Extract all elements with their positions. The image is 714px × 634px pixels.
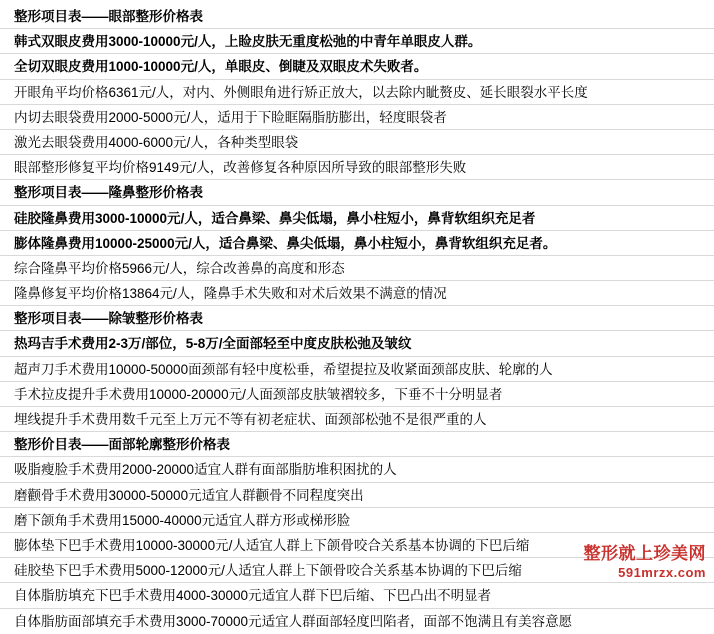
- document-line: 综合隆鼻平均价格5966元/人，综合改善鼻的高度和形态: [0, 256, 714, 281]
- document-line: 眼部整形修复平均价格9149元/人，改善修复各种原因所导致的眼部整形失败: [0, 155, 714, 180]
- document-line: 自体脂肪填充下巴手术费用4000-30000元适宜人群下巴后缩、下巴凸出不明显者: [0, 583, 714, 608]
- document-line: 热玛吉手术费用2-3万/部位，5-8万/全面部轻至中度皮肤松弛及皱纹: [0, 331, 714, 356]
- document-line: 吸脂瘦脸手术费用2000-20000适宜人群有面部脂肪堆积困扰的人: [0, 457, 714, 482]
- document-line: 韩式双眼皮费用3000-10000元/人，上睑皮肤无重度松弛的中青年单眼皮人群。: [0, 29, 714, 54]
- document-line: 整形项目表——眼部整形价格表: [0, 4, 714, 29]
- watermark-main-text: 整形就上珍美网: [583, 544, 706, 563]
- watermark-sub-text: 591mrzx.com: [618, 565, 706, 580]
- document-line: 内切去眼袋费用2000-5000元/人，适用于下睑眶隔脂肪膨出，轻度眼袋者: [0, 105, 714, 130]
- document-line: 全切双眼皮费用1000-10000元/人，单眼皮、倒睫及双眼皮术失败者。: [0, 54, 714, 79]
- document-line: 激光去眼袋费用4000-6000元/人，各种类型眼袋: [0, 130, 714, 155]
- document-line: 膨体隆鼻费用10000-25000元/人，适合鼻梁、鼻尖低塌，鼻小柱短小，鼻背软组织充足者。: [0, 231, 714, 256]
- document-line: 磨颧骨手术费用30000-50000元适宜人群颧骨不同程度突出: [0, 483, 714, 508]
- document-line: 整形价目表——面部轮廓整形价格表: [0, 432, 714, 457]
- document-line: 自体脂肪面部填充手术费用3000-70000元适宜人群面部轻度凹陷者，面部不饱满且有美容意愿: [14, 613, 573, 629]
- document-line: 埋线提升手术费用数千元至上万元不等有初老症状、面颈部松弛不是很严重的人: [0, 407, 714, 432]
- document-line: 整形项目表——除皱整形价格表: [0, 306, 714, 331]
- document-line: 手术拉皮提升手术费用10000-20000元/人面颈部皮肤皱褶较多，下垂不十分明显者: [0, 382, 714, 407]
- document-line: 硅胶隆鼻费用3000-10000元/人，适合鼻梁、鼻尖低塌，鼻小柱短小，鼻背软组织充足者: [0, 206, 714, 231]
- document-line: 开眼角平均价格6361元/人，对内、外侧眼角进行矫正放大，以去除内眦赘皮、延长眼裂水平长度: [0, 80, 714, 105]
- document-line: 膨体垫下巴手术费用10000-30000元/人适宜人群上下颌骨咬合关系基本协调的下巴后缩: [0, 533, 714, 558]
- document-line: 隆鼻修复平均价格13864元/人，隆鼻手术失败和对术后效果不满意的情况: [0, 281, 714, 306]
- document-line: 磨下颌角手术费用15000-40000元适宜人群方形或梯形脸: [0, 508, 714, 533]
- document-line: 超声刀手术费用10000-50000面颈部有轻中度松垂，希望提拉及收紧面颈部皮肤、轮廓的人: [0, 357, 714, 382]
- document-line: 整形项目表——隆鼻整形价格表: [0, 180, 714, 205]
- document-line: 硅胶垫下巴手术费用5000-12000元/人适宜人群上下颌骨咬合关系基本协调的下巴后缩: [0, 558, 714, 583]
